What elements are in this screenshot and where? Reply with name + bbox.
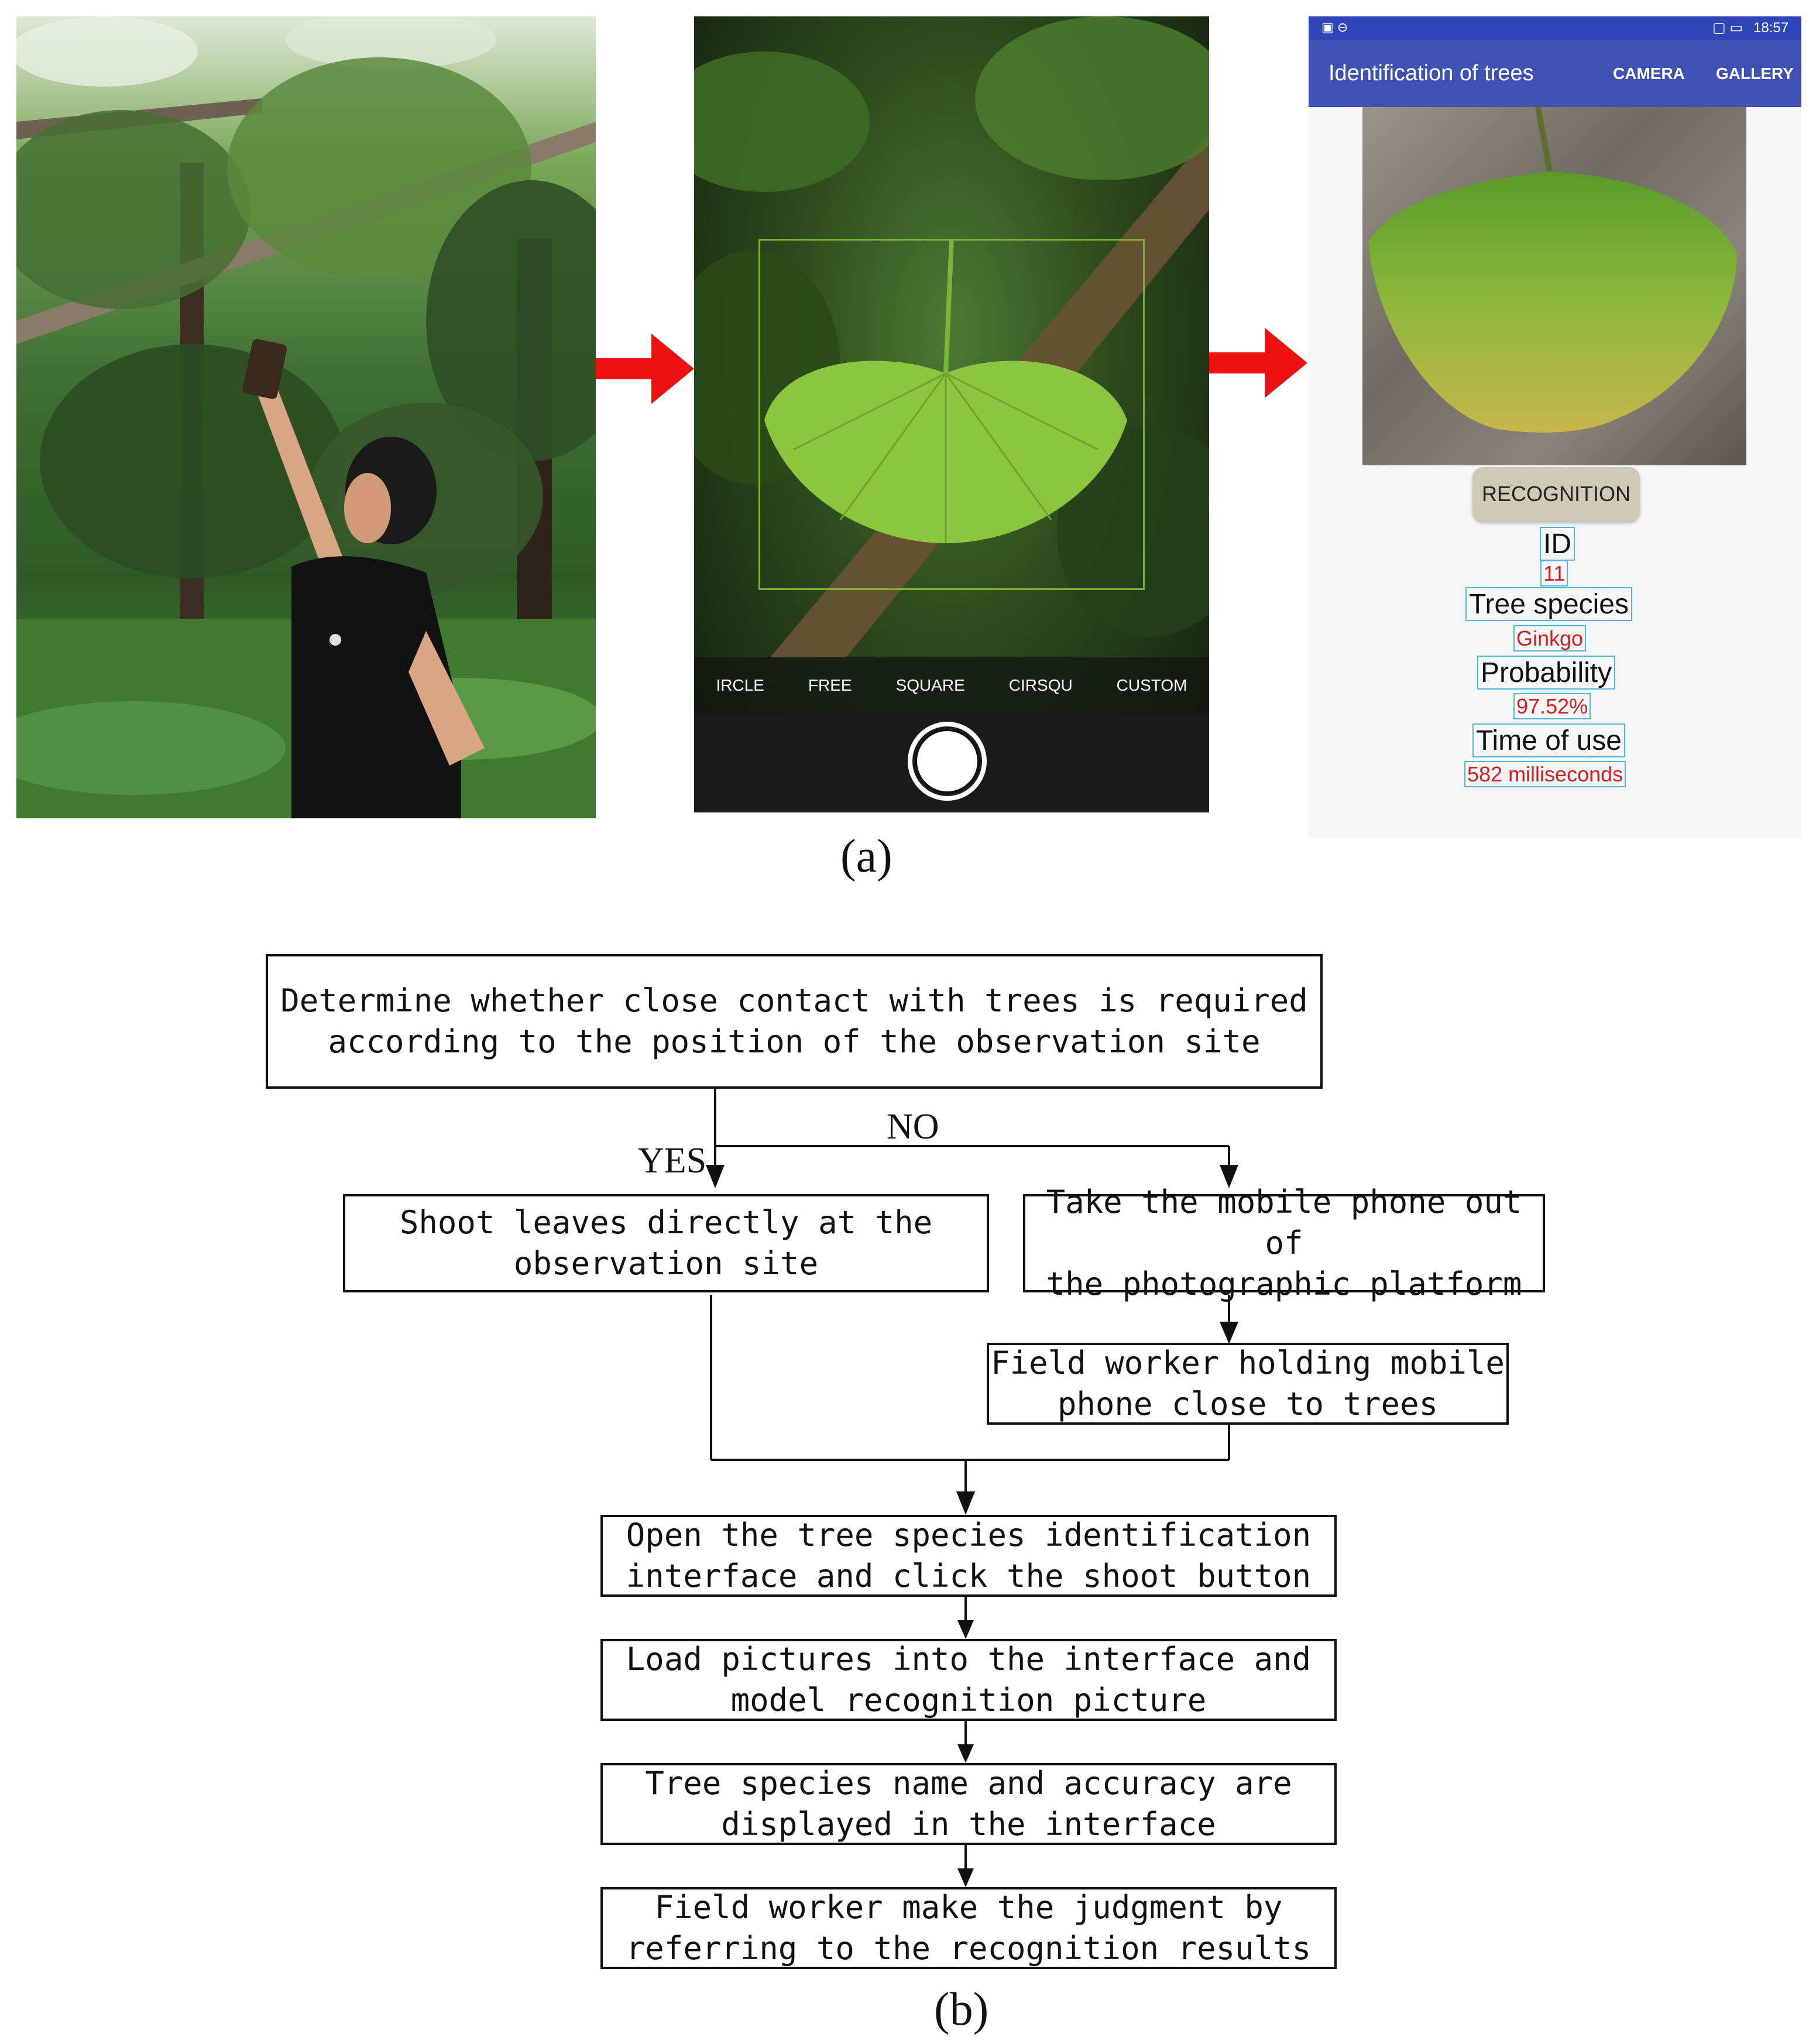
box-take-phone-text: Take the mobile phone out of the photographic platform: [1046, 1184, 1522, 1302]
app-title: Identification of trees: [1328, 61, 1534, 85]
box-determine-contact: [266, 954, 1323, 1089]
box-load-pictures-text: Load pictures into the interface and model recognition picture: [626, 1641, 1312, 1719]
species-value: Ginkgo: [1513, 625, 1586, 651]
no-label: NO: [887, 1107, 939, 1147]
gallery-button[interactable]: GALLERY: [1716, 64, 1794, 83]
box-determine-contact-text: Determine whether close contact with trees is required according to the position of the observation site: [280, 982, 1308, 1060]
box-field-worker-holding-text: Field worker holding mobile phone close to trees: [991, 1345, 1505, 1422]
box-take-phone: [1023, 1184, 1545, 1302]
caption-b: (b): [934, 1984, 989, 2035]
box-species-displayed-text: Tree species name and accuracy are displayed in the interface: [645, 1765, 1292, 1843]
time-value: 582 milliseconds: [1464, 761, 1626, 787]
mode-free[interactable]: FREE: [808, 675, 852, 694]
recognition-button[interactable]: RECOGNITION: [1472, 467, 1640, 521]
mode-custom[interactable]: CUSTOM: [1116, 675, 1187, 694]
box-shoot-directly: [343, 1194, 989, 1292]
species-label: Tree species: [1465, 587, 1632, 621]
box-open-interface-text: Open the tree species identification interface and click the shoot button: [626, 1517, 1312, 1594]
box-make-judgment: [600, 1887, 1337, 1969]
battery-icon: ▢ ▭: [1712, 20, 1743, 36]
mode-square[interactable]: SQUARE: [895, 675, 965, 694]
id-label: ID: [1540, 527, 1575, 561]
box-field-worker-holding: [987, 1343, 1509, 1425]
id-value: 11: [1540, 560, 1568, 587]
probability-value: 97.52%: [1513, 693, 1591, 719]
mode-cirsqu[interactable]: CIRSQU: [1008, 675, 1073, 694]
status-time: 18:57: [1753, 20, 1789, 36]
probability-label: Probability: [1477, 656, 1615, 690]
time-label: Time of use: [1472, 723, 1625, 757]
yes-label: YES: [638, 1141, 707, 1181]
camera-button[interactable]: CAMERA: [1613, 64, 1685, 83]
caption-a: (a): [840, 831, 892, 882]
box-species-displayed: [600, 1763, 1337, 1845]
notification-icons: ▣ ⊖: [1321, 20, 1348, 35]
box-shoot-directly-text: Shoot leaves directly at the observation site: [399, 1204, 933, 1282]
mode-circle[interactable]: IRCLE: [716, 675, 764, 694]
box-open-interface: [600, 1515, 1337, 1597]
box-make-judgment-text: Field worker make the judgment by referring to the recognition results: [626, 1889, 1312, 1967]
box-load-pictures: [600, 1639, 1337, 1721]
